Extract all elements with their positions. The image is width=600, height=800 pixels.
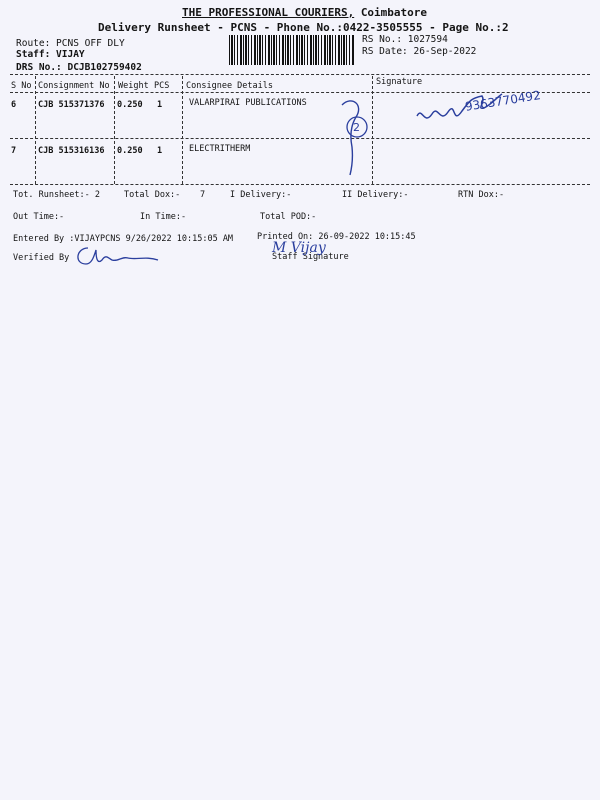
staff-signature-handwritten: M Vijay [272, 240, 326, 256]
row-consignment: CJB 515371376 [38, 100, 105, 110]
row-weight: 0.250 [117, 100, 143, 110]
route: Route: PCNS OFF DLY [16, 38, 125, 49]
total-runsheet: Tot. Runsheet:- 2 [13, 190, 100, 200]
company-title: THE PROFESSIONAL COURIERS, [182, 6, 355, 19]
table-bottom-rule [10, 184, 590, 185]
col-divider [35, 76, 36, 184]
row-consignment: CJB 515316136 [38, 146, 105, 156]
total-dox-value: 7 [200, 190, 206, 200]
svg-text:2: 2 [353, 121, 360, 134]
rs-date: RS Date: 26-Sep-2022 [362, 46, 477, 57]
row-consignee: VALARPIRAI PUBLICATIONS [189, 98, 307, 108]
ii-delivery: II Delivery:- [342, 190, 409, 200]
col-header-consignment: Consignment No [38, 81, 110, 91]
staff: Staff: VIJAY [16, 49, 85, 60]
table-top-rule [10, 74, 590, 75]
row-sno: 6 [11, 100, 17, 110]
total-pod: Total POD:- [260, 212, 317, 222]
col-header-sno: S No [11, 81, 32, 91]
row-consignee: ELECTRITHERM [189, 144, 251, 154]
printed-on: Printed On: 26-09-2022 10:15:45 [257, 232, 416, 242]
rs-number: RS No.: 1027594 [362, 34, 448, 45]
drs-number: DRS No.: DCJB102759402 [16, 62, 142, 73]
company-name [182, 6, 427, 19]
row-sno: 7 [11, 146, 17, 156]
col-divider [182, 76, 183, 184]
col-header-weight: Weight [118, 81, 149, 91]
col-header-pcs: PCS [154, 81, 170, 91]
total-dox-label: Total Dox:- [124, 190, 181, 200]
company-city: Coimbatore [360, 6, 428, 19]
handwritten-phone: 9363770492 [464, 88, 542, 114]
row-separator [10, 138, 590, 139]
verified-by: Verified By [13, 253, 70, 263]
rtn-dox: RTN Dox:- [458, 190, 505, 200]
entered-by: Entered By :VIJAYPCNS 9/26/2022 10:15:05 AM [13, 234, 234, 244]
runsheet-title: Delivery Runsheet - PCNS - Phone No.:0422-3505555 - Page No.:2 [98, 21, 509, 34]
col-header-signature: Signature [376, 77, 423, 87]
staff-signature-label: Staff Signature [272, 252, 349, 262]
verified-by-signature [72, 242, 162, 270]
row-pcs: 1 [157, 146, 163, 156]
col-header-consignee: Consignee Details [186, 81, 273, 91]
out-time: Out Time:- [13, 212, 65, 222]
in-time: In Time:- [140, 212, 187, 222]
row-pcs: 1 [157, 100, 163, 110]
row-weight: 0.250 [117, 146, 143, 156]
i-delivery: I Delivery:- [230, 190, 292, 200]
col-divider [114, 76, 115, 184]
barcode [229, 35, 354, 65]
handwritten-stamp-mark [330, 95, 380, 180]
